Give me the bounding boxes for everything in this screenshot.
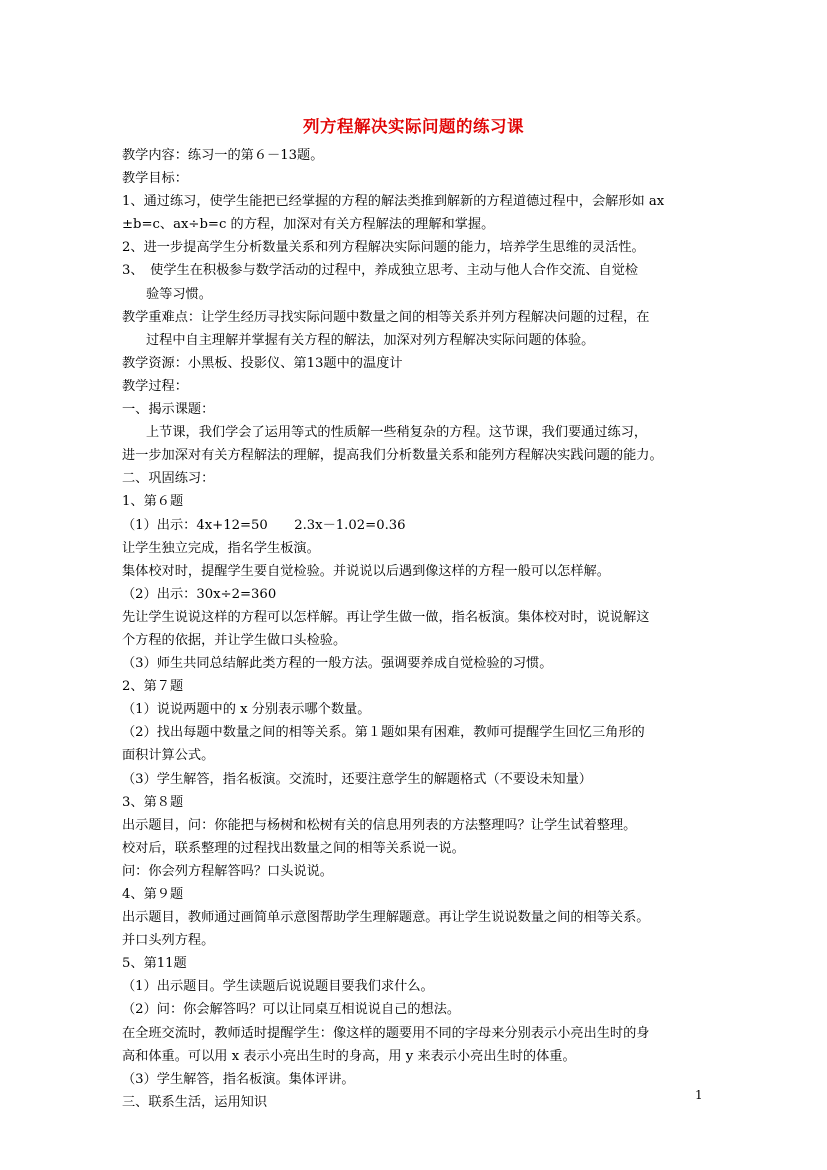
document-body: [122, 144, 712, 1114]
text-line: ±b=c、ax÷b=c 的方程，加深对有关方程解法的理解和掌握。: [122, 217, 495, 233]
text-line: （2）找出每题中数量之间的相等关系。第１题如果有困难，教师可提醒学生回忆三角形的: [122, 725, 645, 741]
text-line: （3）学生解答，指名板演。交流时，还要注意学生的解题格式（不要设未知量）: [122, 771, 592, 787]
text-line: 出示题目，问：你能把与杨树和松树有关的信息用列表的方法整理吗？让学生试着整理。: [122, 817, 637, 833]
text-line: 2、进一步提高学生分析数量关系和列方程解决实际问题的能力，培养学生思维的灵活性。: [122, 240, 645, 256]
text-line: 1、通过练习，使学生能把已经掌握的方程的解法类推到解新的方程道德过程中，会解形如 ax: [122, 194, 665, 210]
text-line: （1）出示题目。学生读题后说说题目要我们求什么。: [122, 979, 434, 995]
text-line: 高和体重。可以用 x 表示小亮出生时的身高，用 y 来表示小亮出生时的体重。: [122, 1048, 576, 1064]
text-line: 校对后，联系整理的过程找出数量之间的相等关系说一说。: [122, 840, 465, 856]
text-line: 并口头列方程。: [122, 933, 215, 949]
text-line: 面积计算公式。: [122, 748, 215, 764]
text-line: （2）问：你会解答吗？可以让同桌互相说说自己的想法。: [122, 1002, 461, 1018]
text-line: 5、第11题: [122, 956, 187, 972]
text-line: 教学内容：练习一的第６－13题。: [122, 148, 324, 163]
text-line: 教学目标：: [122, 171, 188, 187]
text-line: 3、 使学生在积极参与数学活动的过程中，养成独立思考、主动与他人合作交流、自觉检: [122, 263, 639, 279]
text-line: （3）师生共同总结解此类方程的一般方法。强调要养成自觉检验的习惯。: [122, 656, 553, 672]
text-line: （1）说说两题中的 x 分别表示哪个数量。: [122, 702, 371, 718]
text-line: 过程中自主理解并掌握有关方程的解法，加深对列方程解决实际问题的体验。: [146, 332, 595, 348]
page-number: 1: [695, 1088, 703, 1102]
text-line: 个方程的依据，并让学生做口头检验。: [122, 632, 347, 648]
text-line: 问：你会列方程解答吗？口头说说。: [122, 863, 333, 879]
text-line: 让学生独立完成，指名学生板演。: [122, 540, 320, 556]
text-line: 集体校对时，提醒学生要自觉检验。并说说以后遇到像这样的方程一般可以怎样解。: [122, 563, 610, 579]
section-heading: 三、联系生活，运用知识: [122, 1094, 268, 1110]
text-line: 上节课，我们学会了运用等式的性质解一些稍复杂的方程。这节课，我们要通过练习，: [146, 425, 648, 441]
text-line: （3）学生解答，指名板演。集体评讲。: [122, 1071, 355, 1087]
text-line: 3、第８题: [122, 794, 184, 810]
text-line: 教学资源：小黑板、投影仪、第13题中的温度计: [122, 355, 403, 371]
text-line: 在全班交流时，教师适时提醒学生：像这样的题要用不同的字母来分别表示小亮出生时的身: [122, 1025, 650, 1041]
text-line: 1、第６题: [122, 494, 184, 510]
page-title: 列方程解决实际问题的练习课: [303, 117, 524, 136]
text-line: 4、第９题: [122, 887, 184, 902]
text-line: 教学过程：: [122, 378, 188, 394]
section-heading: 一、揭示课题：: [122, 402, 215, 418]
text-line: 教学重难点：让学生经历寻找实际问题中数量之间的相等关系并列方程解决问题的过程，在: [122, 309, 650, 325]
text-line: 2、第７题: [122, 679, 184, 695]
text-line: （1）出示：4x+12=50 2.3x－1.02=0.36: [122, 517, 406, 533]
text-line: 先让学生说说这样的方程可以怎样解。再让学生做一做，指名板演。集体校对时，说说解这: [122, 609, 650, 625]
text-line: 出示题目，教师通过画简单示意图帮助学生理解题意。再让学生说说数量之间的相等关系。: [122, 910, 650, 926]
text-line: 进一步加深对有关方程解法的理解，提高我们分析数量关系和能列方程解决实践问题的能力。: [122, 448, 663, 464]
text-line: （2）出示：30x÷2=360: [122, 586, 277, 602]
section-heading: 二、巩固练习：: [122, 471, 215, 487]
text-line: 验等习惯。: [146, 286, 212, 302]
